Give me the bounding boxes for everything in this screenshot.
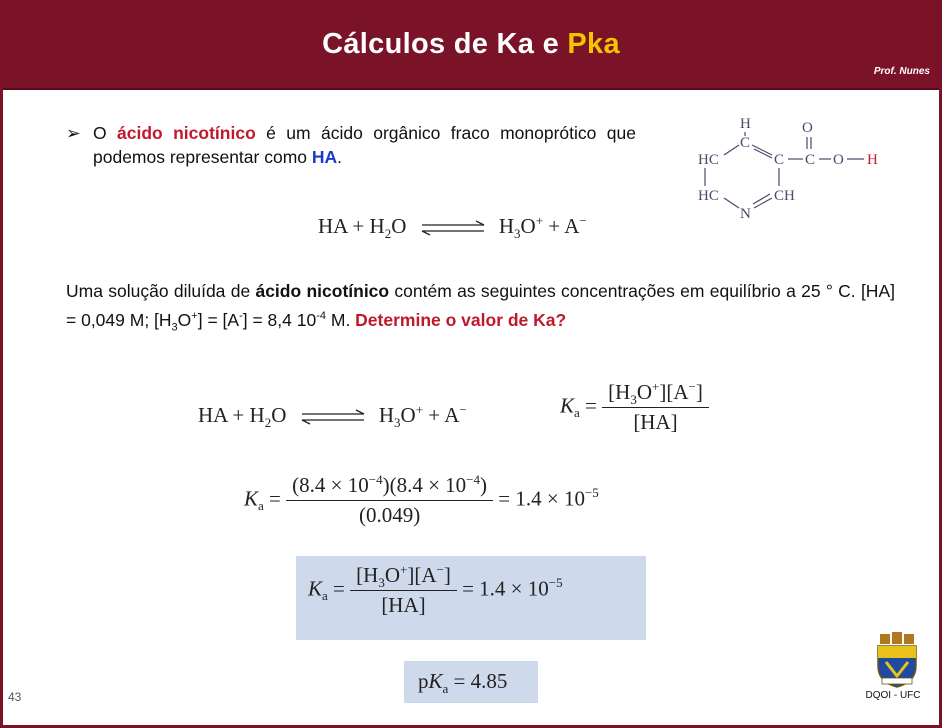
pka-p: p: [418, 669, 429, 693]
equilibrium-arrow-icon: [300, 409, 366, 425]
box-k: K: [308, 576, 323, 601]
equilibrium-equation-1: [318, 214, 587, 239]
calc-num-b: )(8.4 × 10: [382, 473, 467, 497]
eq1-lhs-o: O: [391, 214, 407, 238]
arrow-bullet-icon: ➢: [66, 123, 81, 143]
author-label: Prof. Nunes: [873, 66, 930, 77]
eq1-rhs-plus: + A: [543, 214, 580, 238]
box-num-d: ]: [443, 563, 451, 587]
eq2-lhs-sub: 2: [264, 415, 272, 430]
fraction-bar: [286, 500, 493, 501]
acid-name: ácido nicotínico: [117, 123, 256, 143]
ka-num-sup2: −: [688, 379, 696, 394]
para-text-4: ] = 8,4 10: [242, 309, 317, 330]
fraction-bar: [350, 590, 457, 591]
pka-expression: [418, 669, 507, 694]
eq1-rhs-sup1: +: [535, 213, 544, 228]
atom-h-top: H: [740, 116, 751, 132]
eq1-rhs: H: [498, 214, 515, 238]
para-text-5: M.: [326, 309, 356, 330]
eq2-rhs-sup2: −: [459, 402, 467, 417]
atom-o-hydroxyl: O: [833, 152, 844, 168]
nicotinic-acid-structure: [692, 110, 922, 230]
page-number: 43: [8, 690, 22, 704]
box-num-a: [H: [356, 563, 379, 587]
calc-num-sup2: −4: [466, 472, 481, 487]
atom-ch: CH: [774, 188, 795, 204]
equilibrium-arrow-icon: [420, 220, 486, 236]
box-sub-a: a: [322, 588, 328, 604]
box-result: = 1.4 × 10: [456, 576, 549, 601]
ka-numerator: [602, 380, 709, 405]
ka-sub-a: a: [574, 405, 580, 421]
box-numerator: [350, 563, 457, 588]
ka-k: K: [560, 393, 575, 418]
calc-num-c: ): [480, 473, 488, 497]
fraction-bar: [602, 407, 709, 408]
para-text-3: ] = [A: [197, 309, 240, 330]
para-text-1: Uma solução diluída de: [66, 281, 256, 301]
pka-sub-a: a: [442, 681, 449, 696]
pka-k: K: [428, 669, 443, 693]
eq2-rhs-plus: + A: [423, 403, 460, 427]
eq1-rhs-o: O: [520, 214, 536, 238]
calc-denominator: (0.049): [358, 503, 421, 527]
ka-num-a: [H: [608, 380, 631, 404]
calc-k: K: [244, 486, 259, 511]
box-fraction: [350, 563, 457, 618]
eq2-lhs-o: O: [271, 403, 287, 427]
calc-fraction: [286, 473, 493, 528]
box-num-sup2: −: [436, 562, 444, 577]
calc-sub-a: a: [258, 498, 264, 514]
eq2-rhs-sub: 3: [394, 415, 401, 430]
atom-n: N: [740, 206, 751, 222]
box-num-b: O: [384, 563, 400, 587]
atom-o-carbonyl: O: [802, 120, 813, 136]
ka-num-sub: 3: [630, 392, 637, 407]
eq1-lhs: HA + H: [318, 214, 385, 238]
ka-denominator: [HA]: [633, 410, 678, 434]
eq2-rhs: H: [378, 403, 395, 427]
para-acid-name: ácido nicotínico: [255, 281, 390, 301]
calc-num-sup1: −4: [368, 472, 383, 487]
para-sub-3: 3: [171, 321, 178, 334]
calc-result-sup: −5: [584, 485, 599, 501]
university-crest-icon: [874, 632, 920, 688]
box-denominator: [HA]: [381, 593, 426, 617]
ka-num-c: ][A: [659, 380, 689, 404]
pka-value: = 4.85: [448, 669, 508, 693]
equilibrium-equation-2: [198, 403, 467, 428]
atom-hc-left: HC: [698, 152, 719, 168]
ka-boxed-expression: [308, 563, 563, 618]
para-sup-exp: -4: [316, 310, 326, 322]
bullet-text: [66, 121, 636, 169]
calc-numerator: [286, 473, 493, 498]
ka-num-b: O: [636, 380, 652, 404]
ha-label: HA: [311, 147, 338, 167]
ka-num-d: ]: [695, 380, 703, 404]
title-text: Cálculos de Ka e: [322, 28, 568, 60]
atom-hc-bottom: HC: [698, 188, 719, 204]
ka-fraction: [602, 380, 709, 435]
ka-calculation: [244, 473, 599, 528]
frame-left: [0, 88, 3, 728]
problem-statement: [66, 279, 895, 340]
slide-title: [0, 28, 942, 61]
bullet-point: [66, 121, 636, 169]
ka-equals: =: [579, 393, 603, 418]
atom-c-ring: C: [774, 152, 785, 168]
bullet-text-1: O: [93, 123, 118, 143]
bullet-text-2: é um ácido orgânico fraco monoprótico que podemos representar como: [93, 123, 636, 167]
box-num-c: ][A: [407, 563, 437, 587]
calc-result: = 1.4 × 10: [493, 486, 585, 511]
ka-num-sup1: +: [651, 379, 660, 394]
eq1-rhs-sup2: −: [579, 213, 587, 228]
para-sup-minus: -: [239, 310, 243, 322]
calc-num-a: (8.4 × 10: [292, 473, 369, 497]
box-num-sup1: +: [399, 562, 408, 577]
calc-equals: =: [263, 486, 287, 511]
atom-c-top: C: [740, 135, 751, 151]
atom-h-acid: H: [867, 152, 878, 168]
eq2-rhs-sup1: +: [415, 402, 424, 417]
eq1-rhs-sub: 3: [514, 226, 521, 241]
institution-label: DQOI - UFC: [865, 690, 921, 701]
question-text: Determine o valor de Ka?: [355, 309, 567, 330]
atom-c-carboxyl: C: [805, 152, 816, 168]
eq1-lhs-sub: 2: [384, 226, 392, 241]
box-equals: =: [327, 576, 351, 601]
bullet-text-3: .: [337, 147, 343, 167]
box-result-sup: −5: [548, 575, 563, 591]
eq2-lhs: HA + H: [198, 403, 265, 427]
para-sup-plus: +: [191, 310, 198, 322]
eq2-rhs-o: O: [400, 403, 416, 427]
para-text-2: contém as seguintes concentrações em equilíbrio a 25 ° C. [HA] = 0,049 M; [H: [66, 281, 895, 330]
box-num-sub: 3: [378, 575, 385, 590]
title-highlight: Pka: [567, 28, 620, 60]
para-text-o: O: [177, 309, 192, 330]
ka-expression: [560, 380, 709, 435]
